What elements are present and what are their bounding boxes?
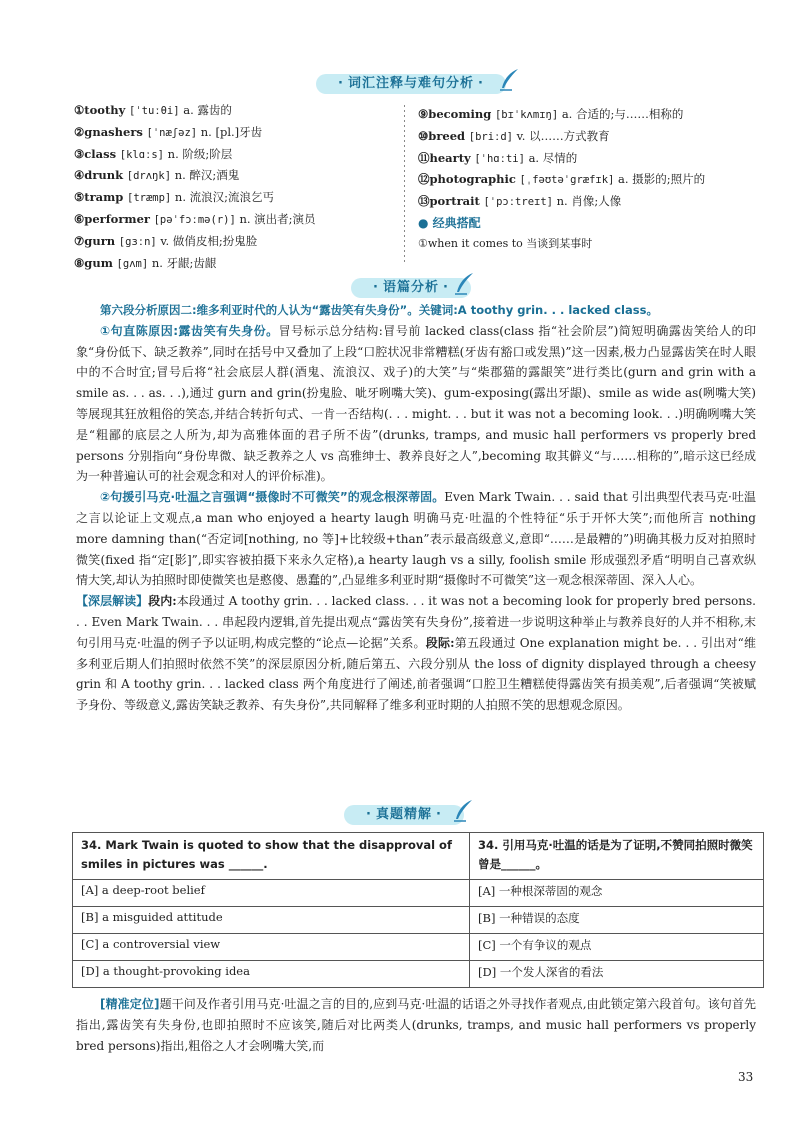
- discourse-analysis: [76, 300, 756, 716]
- question-stem-zh: 34. 引用马克·吐温的话是为了证明,不赞同拍照时微笑曾是______。: [470, 833, 764, 880]
- option-a-zh: [A] 一种根深蒂固的观念: [470, 880, 764, 907]
- question-stem-en: 34. Mark Twain is quoted to show that the disapproval of smiles in pictures was ______.: [73, 833, 470, 880]
- discourse-banner-title: 语篇分析: [382, 280, 439, 295]
- page-number: 33: [738, 1070, 754, 1084]
- vocab-banner-title: 词汇注释与难句分析: [347, 76, 474, 91]
- vocab-item: ⑩breed [briːd] v. 以……方式教育: [418, 128, 610, 143]
- question-table: [72, 832, 764, 988]
- vocab-banner: · 词汇注释与难句分析 ·: [316, 74, 506, 94]
- option-d-zh: [D] 一个发人深省的看法: [470, 961, 764, 988]
- bullet-icon: ●: [418, 215, 429, 230]
- collocation-heading: ● 经典搭配: [418, 215, 481, 230]
- vocab-left-column: [74, 100, 316, 274]
- quill-icon: [498, 68, 520, 92]
- vocab-item: ③class [klɑːs] n. 阶级;阶层: [74, 146, 233, 161]
- vocab-item: ⑫photographic [ˌfəʊtəˈgræfɪk] a. 摄影的;照片的: [418, 172, 706, 187]
- answer-text: 题干问及作者引用马克·吐温之言的目的,应到马克·吐温的话语之外寻找作者观点,由此锁定第六段首句。该句首先指出,露齿笑有失身份,也即拍照时不应该笑,随后对比两类人(drunks, tramps, and music hall performers vs properly bred persons)指出,粗俗之人才会咧嘴大笑,而: [76, 997, 756, 1053]
- option-c-en: [C] a controversial view: [73, 934, 470, 961]
- table-row: [73, 934, 764, 961]
- option-d-en: [D] a thought-provoking idea: [73, 961, 470, 988]
- paragraph-1: ①句直陈原因:露齿笑有失身份。冒号标示总分结构:冒号前 lacked class(class 指“社会阶层”)简短明确露齿笑给人的印象“身份低下、缺乏教养”,同时在括号中又叠加了上段“口腔状况非常糟糕(牙齿有豁口或发黑)”这一因素,极力凸显露齿笑在时人眼中的不合时宜;冒号后将“社会底层人群(酒鬼、流浪汉、戏子)的大笑”与“柴郡猫的露龈笑”进行类比(gurn and grin with a smile as. . . as. . .),通过 gurn and grin(扮鬼脸、呲牙咧嘴大笑)、gum-exposing(露出牙龈)、smile as wide as(咧嘴大笑)等展现其狂放粗俗的笑态,并结合转折句式、一肯一否结构(. . . might. . . but it was not a becoming look. . .)明确咧嘴大笑是“粗鄙的底层之人所为,却为高雅体面的君子所不齿”(drunks, tramps, and music hall performers vs properly bred persons 分别指向“身份卑微、缺乏教养之人 vs 高雅绅士、教养良好之人”,becoming 取其僻义“与……相称的”,暗示这已经成为一种普遍认可的社会观念和对人的评价标准)。: [76, 323, 756, 484]
- vocab-item: ④drunk [drʌŋk] n. 醉汉;酒鬼: [74, 168, 240, 183]
- vocab-item: ⑧gum [gʌm] n. 牙龈;齿龈: [74, 255, 217, 270]
- vocab-item: ⑤tramp [træmp] n. 流浪汉;流浪乞丐: [74, 190, 275, 205]
- table-row: [73, 961, 764, 988]
- table-row: [73, 907, 764, 934]
- quill-icon: [452, 799, 474, 823]
- answer-explanation: [76, 994, 756, 1056]
- option-b-en: [B] a misguided attitude: [73, 907, 470, 934]
- exam-banner-title: 真题精解: [375, 807, 432, 822]
- table-row: [73, 833, 764, 880]
- vocab-right-column: [418, 104, 705, 255]
- exam-banner: · 真题精解 ·: [344, 805, 464, 825]
- column-divider: [404, 105, 405, 265]
- deep-reading: 【深层解读】段内:本段通过 A toothy grin. . . lacked class. . . it was not a becoming look for properly bred persons. . . Even Mark Twain. . . 串起段内逻辑,首先提出观点“露齿笑有失身份”,接着进一步说明这种举止与教养良好的人并不相称,末句引用马克·吐温的例子予以证明,构成完整的“论点—论据”关系。段际:第五段通过 One explanation might be. . . 引出对“维多利亚后期人们拍照时依然不笑”的深层原因分析,随后第五、六段分别从 the loss of dignity displayed through a cheesy grin 和 A toothy grin. . . lacked class 两个角度进行了阐述,前者强调“口腔卫生糟糕使得露齿笑有损美观”,后者强调“笑被赋予身份、等级意义,露齿笑缺乏教养、有失身份”,共同解释了维多利亚时期的人拍照不笑的思想观念原因。: [76, 594, 756, 713]
- vocab-item: ⑨becoming [bɪˈkʌmɪŋ] a. 合适的;与……相称的: [418, 107, 684, 121]
- collocation-item: ①when it comes to 当谈到某事时: [418, 236, 593, 250]
- option-c-zh: [C] 一个有争议的观点: [470, 934, 764, 961]
- vocab-item: ①toothy [ˈtuːθi] a. 露齿的: [74, 103, 232, 117]
- vocab-item: ②gnashers [ˈnæʃəz] n. [pl.]牙齿: [74, 124, 263, 139]
- vocab-item: ⑪hearty [ˈhɑːti] a. 尽情的: [418, 150, 578, 165]
- discourse-banner: · 语篇分析 ·: [351, 278, 471, 298]
- section-heading: 第六段分析原因二:维多利亚时代的人认为“露齿笑有失身份”。关键词:A toothy grin. . . lacked class。: [100, 303, 658, 317]
- option-a-en: [A] a deep-root belief: [73, 880, 470, 907]
- table-row: [73, 880, 764, 907]
- option-b-zh: [B] 一种错误的态度: [470, 907, 764, 934]
- answer-tag: [精准定位]: [100, 997, 160, 1011]
- vocab-item: ⑦gurn [gɜːn] v. 做俏皮相;扮鬼脸: [74, 233, 258, 248]
- paragraph-2: ②句援引马克·吐温之言强调“摄像时不可微笑”的观念根深蒂固。Even Mark Twain. . . said that 引出典型代表马克·吐温之言以论证上文观点,a man who enjoyed a hearty laugh 明确马克·吐温的个性特征“乐于开怀大笑”;而他所言 nothing more damning than(“否定词[nothing, no 等]+比较级+than”表示最高级意义,意即“……是最糟的”)明确其极力反对拍照时微笑(fixed 指“定[影]”,即实容被拍摄下来永久定格),a hearty laugh vs a silly, foolish smile 形成强烈矛盾“明明自己喜欢纵情大笑,却认为拍照时即使微笑也是憨傻、愚蠢的”,凸显维多利亚时期“摄像时不可微笑”这一观念根深蒂固、深入人心。: [76, 490, 756, 588]
- vocab-item: ⑬portrait [ˈpɔːtreɪt] n. 肖像;人像: [418, 194, 622, 209]
- vocab-item: ⑥performer [pəˈfɔːmə(r)] n. 演出者;演员: [74, 211, 316, 226]
- quill-icon: [453, 272, 475, 296]
